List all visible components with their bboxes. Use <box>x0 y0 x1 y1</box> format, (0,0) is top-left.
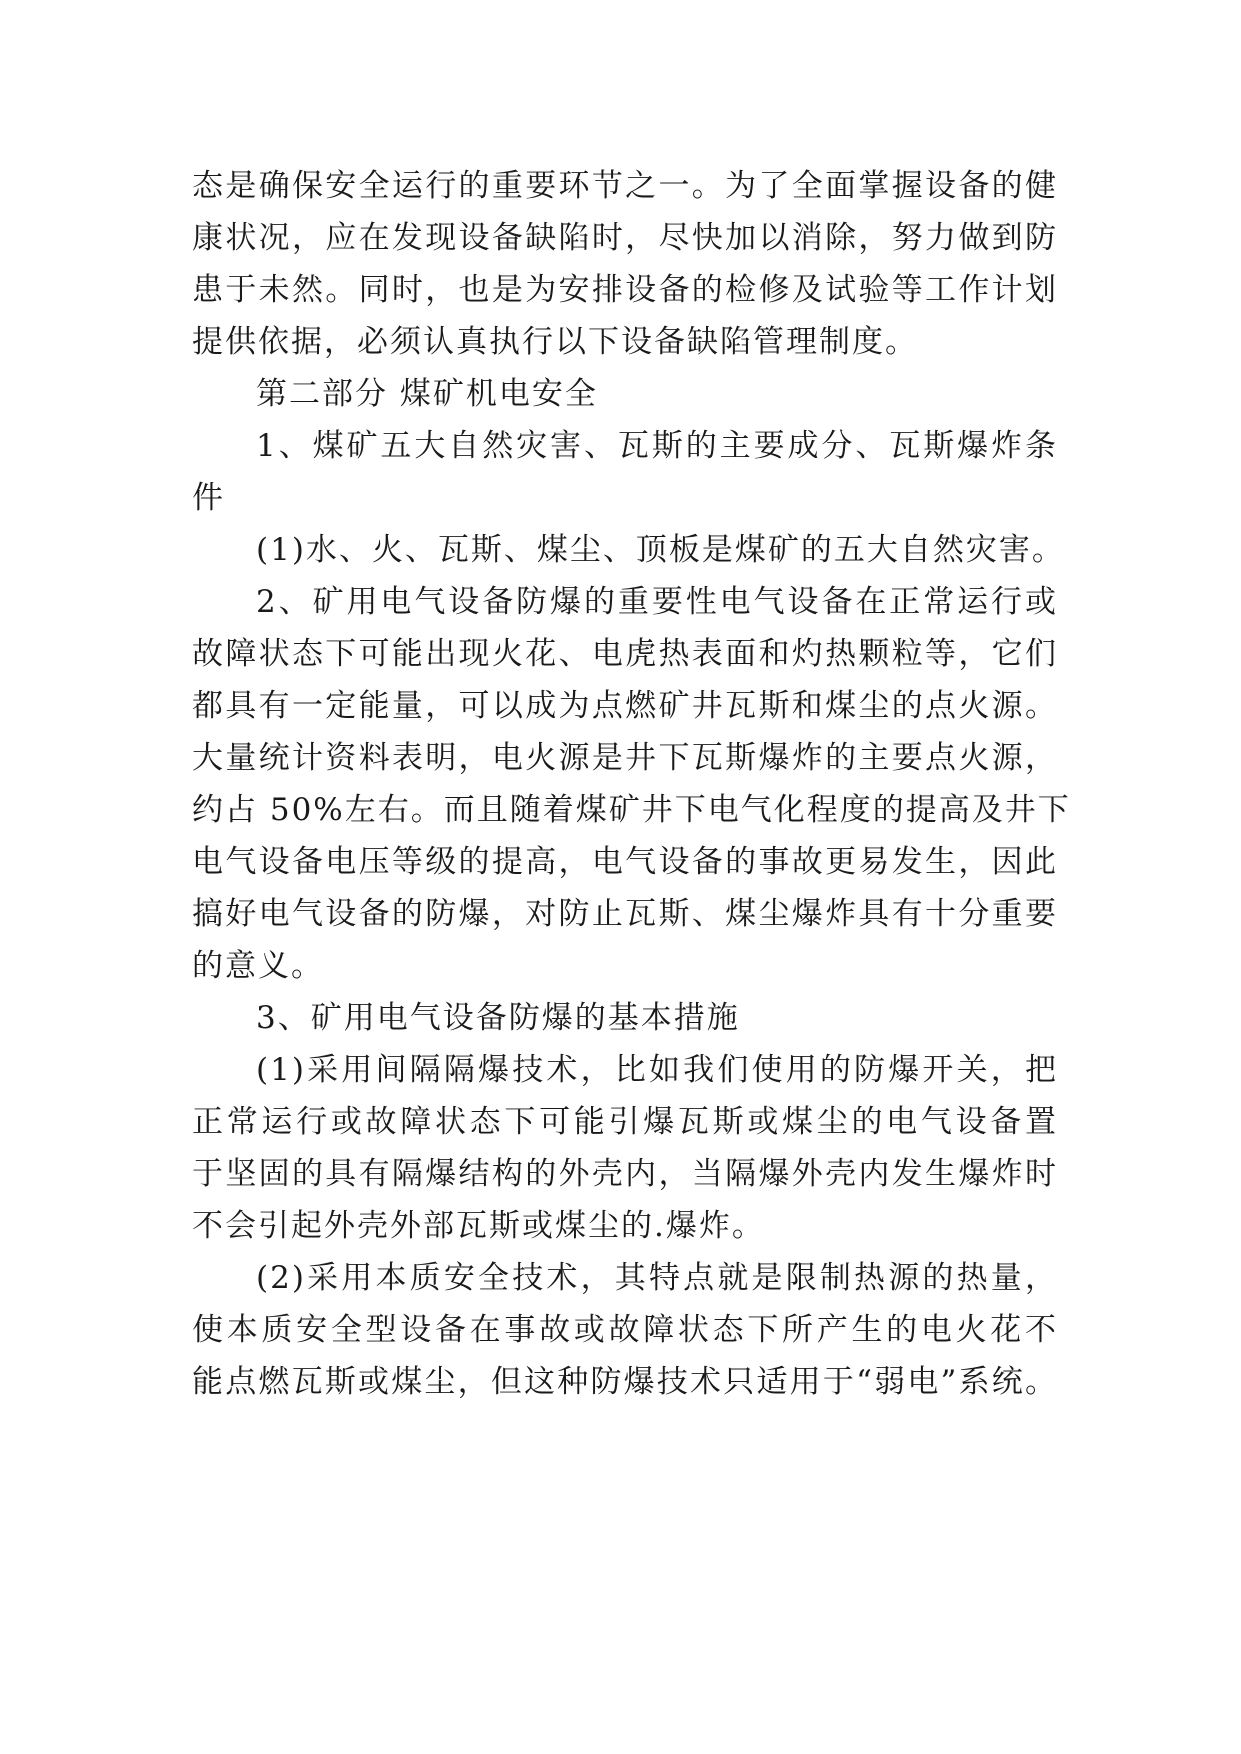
paragraph-line: 于坚固的具有隔爆结构的外壳内，当隔爆外壳内发生爆炸时 <box>192 1156 1058 1192</box>
paragraph-line: 能点燃瓦斯或煤尘，但这种防爆技术只适用于“弱电”系统。 <box>192 1364 1058 1400</box>
paragraph-line: 的意义。 <box>192 948 324 984</box>
paragraph-line: 不会引起外壳外部瓦斯或煤尘的.爆炸。 <box>192 1208 765 1244</box>
paragraph-line: 约占 50%左右。而且随着煤矿井下电气化程度的提高及井下 <box>192 792 1071 828</box>
paragraph-line: 康状况，应在发现设备缺陷时，尽快加以消除，努力做到防 <box>192 220 1058 256</box>
paragraph-line: 大量统计资料表明，电火源是井下瓦斯爆炸的主要点火源， <box>192 740 1058 776</box>
item-heading: 1、煤矿五大自然灾害、瓦斯的主要成分、瓦斯爆炸条 <box>256 428 1058 464</box>
section-heading: 第二部分 煤矿机电安全 <box>256 376 598 412</box>
paragraph-line: 故障状态下可能出现火花、电虎热表面和灼热颗粒等，它们 <box>192 636 1058 672</box>
paragraph-line: (2)采用本质安全技术，其特点就是限制热源的热量， <box>256 1260 1058 1296</box>
paragraph-line: 态是确保安全运行的重要环节之一。为了全面掌握设备的健 <box>192 168 1058 204</box>
item-heading: 3、矿用电气设备防爆的基本措施 <box>256 1000 740 1036</box>
paragraph-line: 患于未然。同时，也是为安排设备的检修及试验等工作计划 <box>192 272 1058 308</box>
paragraph-line: 都具有一定能量，可以成为点燃矿井瓦斯和煤尘的点火源。 <box>192 688 1058 724</box>
paragraph-line: 搞好电气设备的防爆，对防止瓦斯、煤尘爆炸具有十分重要 <box>192 896 1058 932</box>
paragraph-line: (1)水、火、瓦斯、煤尘、顶板是煤矿的五大自然灾害。 <box>256 532 1065 568</box>
paragraph-line: (1)采用间隔隔爆技术，比如我们使用的防爆开关，把 <box>256 1052 1058 1088</box>
paragraph-line: 电气设备电压等级的提高，电气设备的事故更易发生，因此 <box>192 844 1058 880</box>
paragraph-line: 2、矿用电气设备防爆的重要性电气设备在正常运行或 <box>256 584 1058 620</box>
paragraph-line: 正常运行或故障状态下可能引爆瓦斯或煤尘的电气设备置 <box>192 1104 1058 1140</box>
paragraph-line: 使本质安全型设备在事故或故障状态下所产生的电火花不 <box>192 1312 1058 1348</box>
item-heading-continuation: 件 <box>192 480 225 516</box>
document-body <box>192 160 1071 1408</box>
paragraph-line: 提供依据，必须认真执行以下设备缺陷管理制度。 <box>192 324 918 360</box>
